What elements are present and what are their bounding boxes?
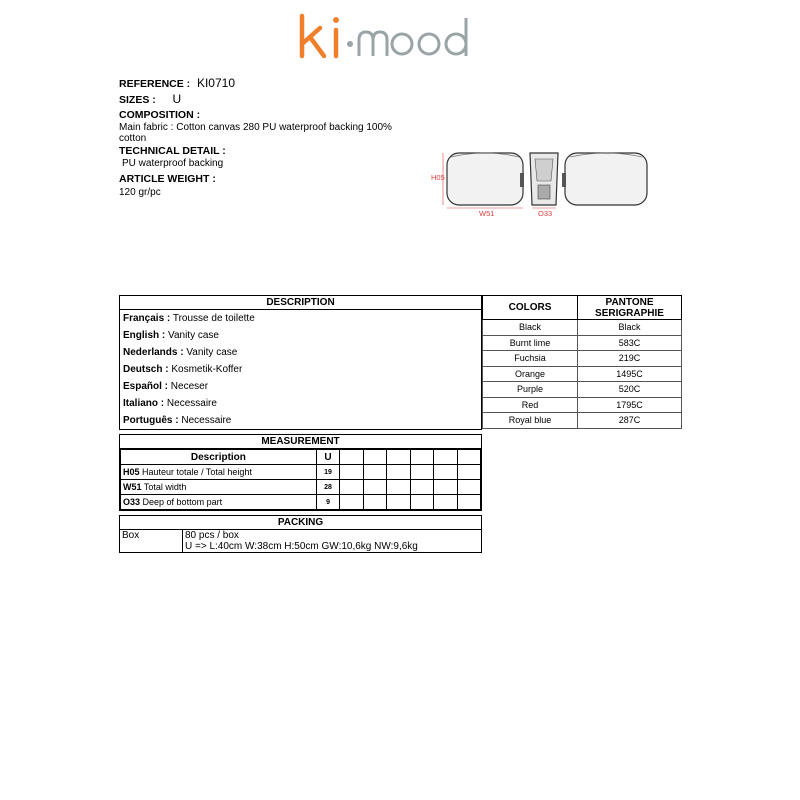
reference-value: KI0710 xyxy=(196,76,236,90)
color-row xyxy=(483,366,682,382)
lang-label: Español : xyxy=(123,381,169,392)
pantone-code: 287C xyxy=(578,413,682,429)
pantone-code: 219C xyxy=(578,351,682,367)
description-row-it xyxy=(120,395,481,412)
description-row-en xyxy=(120,327,481,344)
kimood-logo-icon xyxy=(296,6,486,70)
lang-label: Italiano : xyxy=(123,398,165,409)
description-row-pt xyxy=(120,412,481,429)
lang-text: Vanity case xyxy=(186,347,238,358)
color-name: Black xyxy=(483,320,578,336)
lang-text: Kosmetik-Koffer xyxy=(171,364,243,375)
pantone-header-line1: PANTONE xyxy=(605,296,654,308)
measurement-row xyxy=(121,495,481,510)
measurement-code: H05 xyxy=(123,467,140,477)
measurement-description-header: Description xyxy=(121,450,317,465)
packing-key: Box xyxy=(120,530,183,552)
measurement-size-header: U xyxy=(316,450,339,465)
composition-line1: Main fabric : Cotton canvas 280 PU waterproof backing 100% xyxy=(119,122,392,133)
measurement-value: 28 xyxy=(316,480,339,495)
color-row xyxy=(483,413,682,429)
measurement-table xyxy=(119,434,482,511)
measurement-label: Deep of bottom part xyxy=(142,497,223,507)
lang-label: English : xyxy=(123,330,166,341)
product-drawing xyxy=(425,145,655,220)
description-title: DESCRIPTION xyxy=(120,296,481,310)
color-name: Burnt lime xyxy=(483,335,578,351)
measurement-row xyxy=(121,465,481,480)
description-table xyxy=(119,295,482,430)
colors-header: COLORS xyxy=(483,296,578,320)
lang-label: Deutsch : xyxy=(123,364,169,375)
packing-title: PACKING xyxy=(120,516,481,530)
o33-dimension-label: O33 xyxy=(538,209,553,218)
measurement-value: 9 xyxy=(316,495,339,510)
w51-dimension-label: W51 xyxy=(479,209,495,218)
article-weight-label: ARTICLE WEIGHT : xyxy=(119,173,216,185)
packing-table xyxy=(119,515,482,553)
color-row xyxy=(483,320,682,336)
measurement-title: MEASUREMENT xyxy=(120,435,481,449)
h05-dimension-label: H05 xyxy=(431,173,445,182)
pantone-header xyxy=(578,296,682,320)
vanity-case-drawing-icon xyxy=(425,145,655,220)
pantone-code: 520C xyxy=(578,382,682,398)
lang-text: Necessaire xyxy=(181,415,232,426)
color-name: Orange xyxy=(483,366,578,382)
brand-logo xyxy=(296,6,486,70)
color-name: Royal blue xyxy=(483,413,578,429)
sizes-label: SIZES : xyxy=(119,94,156,106)
colors-table xyxy=(482,295,682,429)
color-row xyxy=(483,382,682,398)
lang-text: Necessaire xyxy=(166,398,217,409)
reference-label: REFERENCE : xyxy=(119,78,191,90)
description-row-nl xyxy=(120,344,481,361)
sizes-value: U xyxy=(172,92,182,106)
lang-text: Neceser xyxy=(170,381,209,392)
measurement-label: Hauteur totale / Total height xyxy=(142,467,252,477)
measurement-label: Total width xyxy=(143,482,187,492)
lang-label: Português : xyxy=(123,415,179,426)
pantone-header-line2: SERIGRAPHIE xyxy=(595,307,664,319)
lang-text: Vanity case xyxy=(168,330,219,341)
color-name: Fuchsia xyxy=(483,351,578,367)
pantone-code: 1795C xyxy=(578,397,682,413)
pantone-code: 1495C xyxy=(578,366,682,382)
article-weight-value: 120 gr/pc xyxy=(119,187,161,198)
pantone-code: Black xyxy=(578,320,682,336)
color-name: Red xyxy=(483,397,578,413)
measurement-value: 19 xyxy=(316,465,339,480)
measurement-code: W51 xyxy=(123,482,142,492)
technical-detail-value: PU waterproof backing xyxy=(122,158,224,169)
technical-detail-label: TECHNICAL DETAIL : xyxy=(119,145,226,157)
color-name: Purple xyxy=(483,382,578,398)
measurement-code: O33 xyxy=(123,497,141,507)
pantone-code: 583C xyxy=(578,335,682,351)
lang-label: Nederlands : xyxy=(123,347,184,358)
description-row-es xyxy=(120,378,481,395)
measurement-row xyxy=(121,480,481,495)
description-row-de xyxy=(120,361,481,378)
packing-line1: 80 pcs / box xyxy=(185,530,239,541)
color-row xyxy=(483,397,682,413)
description-row-fr xyxy=(120,310,481,327)
lang-label: Français : xyxy=(123,313,171,324)
composition-label: COMPOSITION : xyxy=(119,109,201,121)
color-row xyxy=(483,351,682,367)
color-row xyxy=(483,335,682,351)
packing-line2: U => L:40cm W:38cm H:50cm GW:10,6kg NW:9,6kg xyxy=(185,541,418,552)
lang-text: Trousse de toilette xyxy=(172,313,255,324)
composition-line2: cotton xyxy=(119,133,147,144)
